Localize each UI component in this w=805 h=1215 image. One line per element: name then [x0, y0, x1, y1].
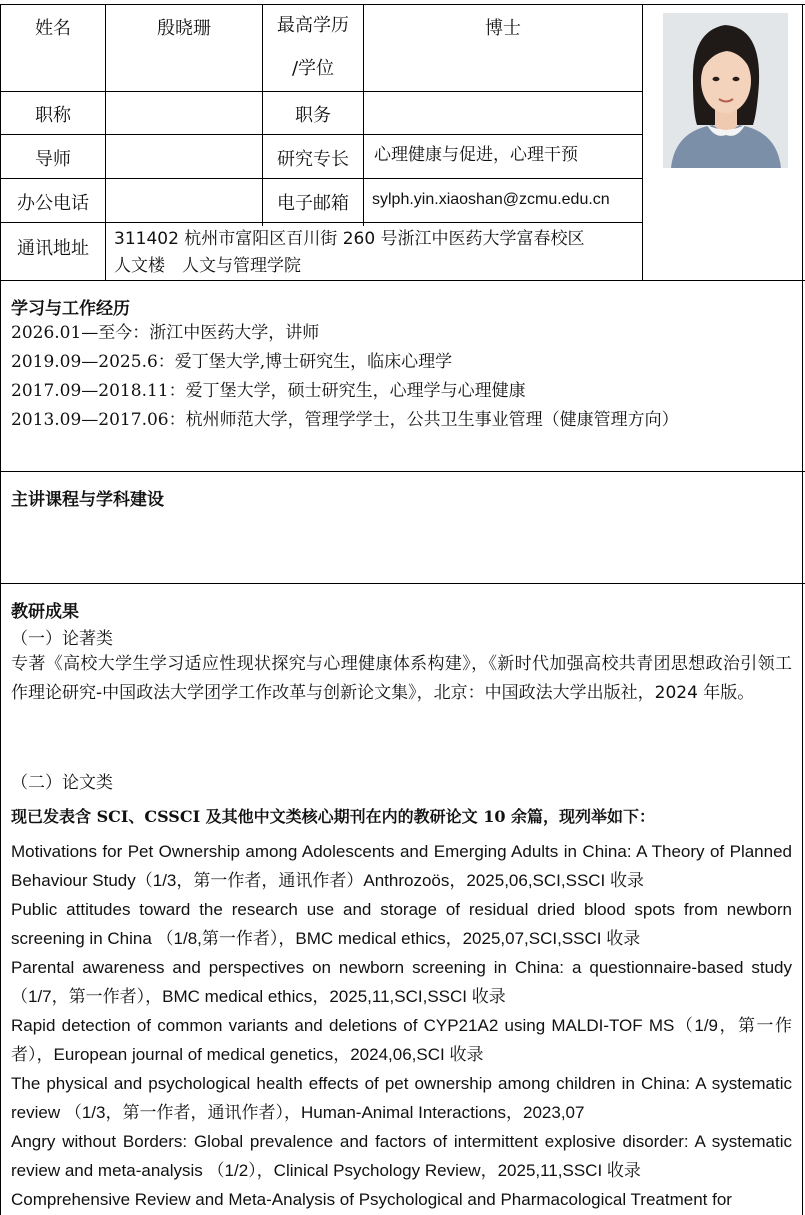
address-line-2: 人文楼 人文与管理学院 — [114, 256, 301, 276]
books-text: 专著《高校大学生学习适应性现状探究与心理健康体系构建》，《新时代加强高校共青团思想政治引领工作理论研究-中国政法大学团学工作改革与创新论文集》，北京：中国政法大学出版社，2024 年版。 — [11, 654, 792, 703]
grid-hline — [0, 178, 643, 179]
experience-item: 2013.09—2017.06：杭州师范大学，管理学学士，公共卫生事业管理（健康管理方向） — [11, 410, 679, 430]
grid-hline — [0, 222, 643, 223]
section-divider — [0, 471, 805, 472]
title-label: 职称 — [35, 105, 71, 126]
email-label: 电子邮箱 — [277, 193, 349, 214]
expertise-value: 心理健康与促进，心理干预 — [374, 145, 578, 165]
paper-item: Comprehensive Review and Meta-Analysis of Psychological and Pharmacological Treatment for — [11, 1190, 732, 1209]
email-value[interactable]: sylph.yin.xiaoshan@zcmu.edu.cn — [372, 191, 610, 208]
grid-vline — [642, 4, 643, 280]
papers-intro: 现已发表含 SCI、CSSCI 及其他中文类核心期刊在内的教研论文 10 余篇，现列举如下： — [11, 807, 656, 826]
address-label: 通讯地址 — [17, 238, 89, 259]
grid-hline — [0, 91, 643, 92]
table-border-top — [0, 4, 805, 5]
paper-item: Motivations for Pet Ownership among Adolescents and Emerging Adults in China: A Theory of Planned Behaviour Study（1/3，第一作者，通讯作者）Anthrozoös，2025,06,SCI,SSCI 收录 — [11, 842, 792, 890]
degree-value: 博士 — [485, 18, 521, 39]
paper-item: Rapid detection of common variants and deletions of CYP21A2 using MALDI-TOF MS（1/9，第一作者），European journal of medical genetics，2024,06,SCI 收录 — [11, 1016, 792, 1064]
grid-vline — [105, 4, 106, 280]
degree-label-line2: /学位 — [291, 58, 335, 79]
experience-item: 2017.09—2018.11：爱丁堡大学，硕士研究生，心理学与心理健康 — [11, 381, 526, 401]
experience-item: 2019.09—2025.6：爱丁堡大学,博士研究生，临床心理学 — [11, 352, 453, 372]
paper-item: Parental awareness and perspectives on newborn screening in China: a questionnaire-based study（1/7，第一作者），BMC medical ethics，2025,11,SCI,SSCI 收录 — [11, 958, 792, 1006]
section-divider — [0, 583, 805, 584]
table-border-right — [802, 4, 803, 1215]
paper-item: Public attitudes toward the research use and storage of residual dried blood spots from newborn screening in China （1/8,第一作者），BMC medical ethics，2025,07,SCI,SSCI 收录 — [11, 900, 792, 948]
courses-heading: 主讲课程与学科建设 — [11, 490, 164, 510]
expertise-label: 研究专长 — [277, 149, 349, 170]
experience-heading: 学习与工作经历 — [11, 299, 130, 319]
table-border-left — [0, 4, 1, 1215]
advisor-label: 导师 — [35, 149, 71, 170]
name-label: 姓名 — [35, 18, 71, 39]
books-heading: （一）论著类 — [11, 629, 113, 649]
papers-list — [11, 837, 792, 1213]
papers-heading: （二）论文类 — [11, 773, 113, 793]
phone-label: 办公电话 — [17, 193, 89, 214]
name-value: 殷晓珊 — [157, 18, 211, 39]
address-line-1: 311402 杭州市富阳区百川街 260 号浙江中医药大学富春校区 — [114, 229, 585, 249]
grid-hline — [0, 134, 643, 135]
paper-item: The physical and psychological health effects of pet ownership among children in China: A systematic review （1/3，第一作者，通讯作者），Human-Animal Interactions，2023,07 — [11, 1074, 792, 1122]
paper-item: Angry without Borders: Global prevalence and factors of intermittent explosive disorder: A systematic review and meta-analysis （1/2），Clinical Psychology Review，2025,11,SSCI 收录 — [11, 1132, 792, 1180]
degree-label-line1: 最高学历 — [277, 15, 349, 36]
experience-list — [11, 319, 796, 435]
profile-photo — [663, 13, 788, 168]
experience-item: 2026.01—至今：浙江中医药大学，讲师 — [11, 323, 320, 343]
research-heading: 教研成果 — [11, 602, 79, 622]
address-value — [114, 226, 640, 280]
position-label: 职务 — [295, 105, 331, 126]
degree-label — [263, 14, 363, 81]
portrait-image — [663, 13, 788, 168]
section-divider — [0, 280, 805, 281]
